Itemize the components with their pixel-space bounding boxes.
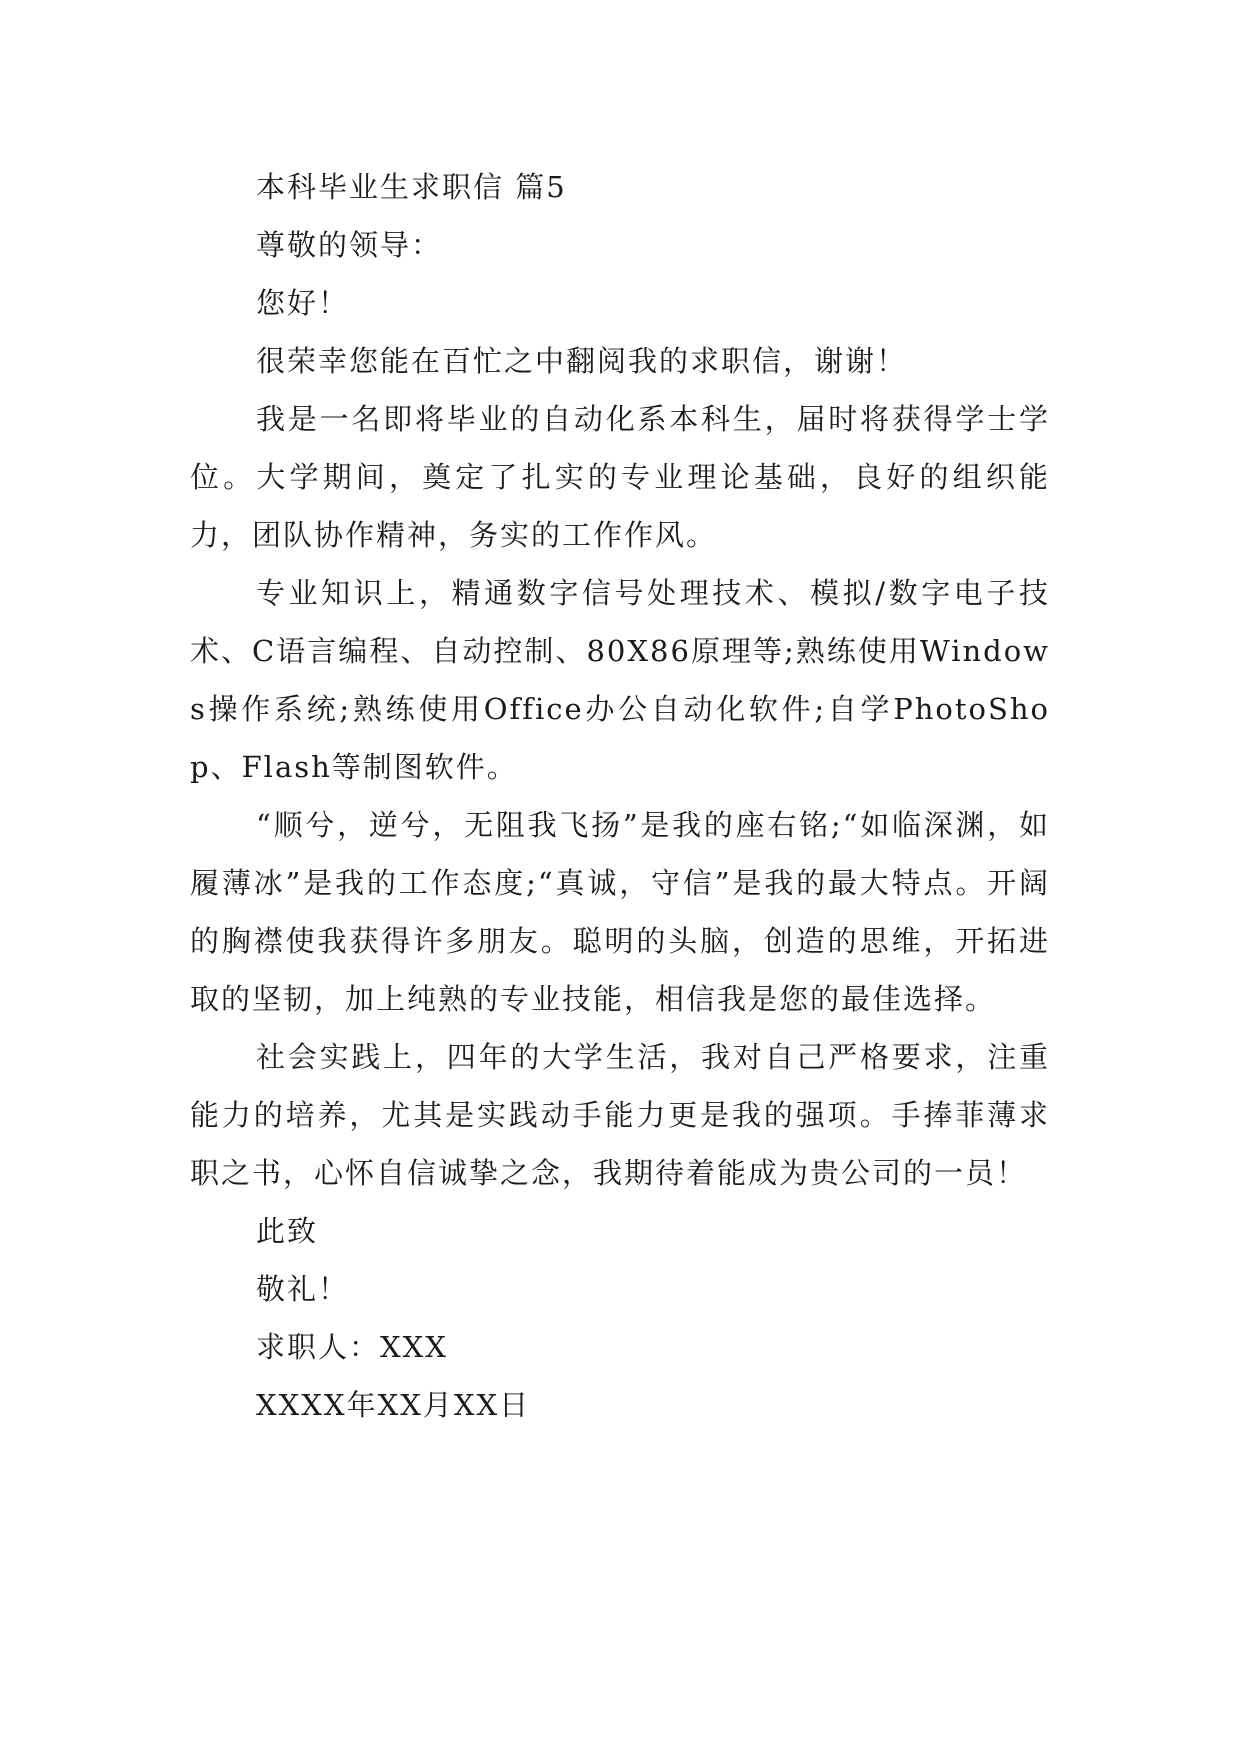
paragraph-thanks: 很荣幸您能在百忙之中翻阅我的求职信，谢谢！ [256, 344, 908, 378]
paragraph-social-practice: 社会实践上，四年的大学生活，我对自己严格要求，注重能力的培养，尤其是实践动手能力更是我的强项。手捧菲薄求职之书，心怀自信诚挚之念，我期待着能成为贵公司的一员！ [190, 1040, 1050, 1190]
paragraph-introduction: 我是一名即将毕业的自动化系本科生，届时将获得学士学位。大学期间，奠定了扎实的专业理论基础，良好的组织能力，团队协作精神，务实的工作作风。 [190, 402, 1050, 552]
paragraph-personal-traits: “顺兮，逆兮，无阻我飞扬”是我的座右铭;“如临深渊，如履薄冰”是我的工作态度;“真诚，守信”是我的最大特点。开阔的胸襟使我获得许多朋友。聪明的头脑，创造的思维，开拓进取的坚韧，加上纯熟的专业技能，相信我是您的最佳选择。 [190, 808, 1050, 1016]
paragraph-professional-skills: 专业知识上，精通数字信号处理技术、模拟/数字电子技术、C语言编程、自动控制、80X86原理等;熟练使用Windows操作系统;熟练使用Office办公自动化软件;自学PhotoShop、Flash等制图软件。 [190, 576, 1050, 784]
letter-body [190, 158, 1050, 1434]
document-title: 本科毕业生求职信 篇5 [256, 170, 567, 204]
date: XXXX年XX月XX日 [256, 1388, 531, 1422]
salutation: 尊敬的领导： [256, 228, 443, 262]
signature: 求职人：XXX [256, 1330, 448, 1364]
closing-line-2: 敬礼！ [256, 1272, 350, 1306]
greeting: 您好！ [256, 286, 350, 320]
closing-line-1: 此致 [256, 1214, 319, 1248]
